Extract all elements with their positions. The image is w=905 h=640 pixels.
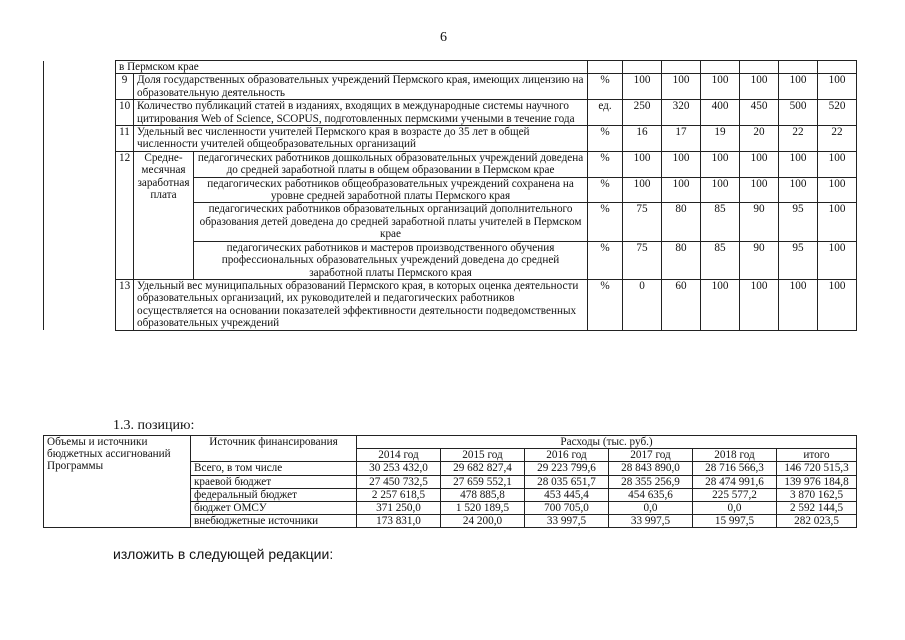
amount-cell: 225 577,2 bbox=[693, 488, 777, 501]
unit-cell: % bbox=[588, 151, 623, 177]
row-number: 13 bbox=[116, 279, 134, 330]
table-row bbox=[44, 61, 857, 74]
amount-cell: 29 223 799,6 bbox=[525, 462, 609, 475]
value-cell bbox=[818, 61, 857, 74]
source-cell: бюджет ОМСУ bbox=[191, 502, 357, 515]
value-cell: 100 bbox=[818, 151, 857, 177]
indicator-name: педагогических работников общеобразовательных учреждений сохранена на уровне средней заработной платы Пермского края bbox=[194, 177, 588, 203]
amount-cell: 282 023,5 bbox=[777, 515, 857, 528]
indicator-name: Удельный вес численности учителей Пермского края в возрасте до 35 лет в общей численности учителей общеобразовательных организаций bbox=[134, 126, 588, 152]
amount-cell: 27 450 732,5 bbox=[357, 475, 441, 488]
value-cell: 100 bbox=[818, 177, 857, 203]
value-cell: 75 bbox=[623, 203, 662, 241]
table-row bbox=[44, 151, 857, 177]
value-cell: 100 bbox=[740, 177, 779, 203]
value-cell: 60 bbox=[662, 279, 701, 330]
amount-cell: 478 885,8 bbox=[441, 488, 525, 501]
indicator-name: педагогических работников и мастеров производственного обучения профессиональных образовательных учреждений доведена до средней заработной платы Пермского края bbox=[194, 241, 588, 279]
row-number: 12 bbox=[116, 151, 134, 279]
value-cell: 250 bbox=[623, 100, 662, 126]
amount-cell: 0,0 bbox=[609, 502, 693, 515]
amount-cell: 453 445,4 bbox=[525, 488, 609, 501]
amount-cell: 33 997,5 bbox=[525, 515, 609, 528]
amount-cell: 29 682 827,4 bbox=[441, 462, 525, 475]
value-cell: 450 bbox=[740, 100, 779, 126]
value-cell: 100 bbox=[623, 177, 662, 203]
value-cell: 100 bbox=[701, 151, 740, 177]
indicator-name: педагогических работников дошкольных образовательных учреждений доведена до средней заработной платы в общем образовании в Пермском крае bbox=[194, 151, 588, 177]
blank-cell bbox=[44, 61, 116, 74]
value-cell: 19 bbox=[701, 126, 740, 152]
amount-cell: 2 592 144,5 bbox=[777, 502, 857, 515]
value-cell: 17 bbox=[662, 126, 701, 152]
value-cell: 500 bbox=[779, 100, 818, 126]
unit-cell: % bbox=[588, 177, 623, 203]
value-cell: 100 bbox=[662, 177, 701, 203]
value-cell bbox=[623, 61, 662, 74]
amount-cell: 33 997,5 bbox=[609, 515, 693, 528]
value-cell: 100 bbox=[779, 74, 818, 100]
header-row bbox=[44, 436, 857, 449]
source-cell: федеральный бюджет bbox=[191, 488, 357, 501]
year-header: 2015 год bbox=[441, 449, 525, 462]
value-cell: 80 bbox=[662, 241, 701, 279]
amount-cell: 700 705,0 bbox=[525, 502, 609, 515]
table-row bbox=[44, 74, 857, 100]
indicator-name: в Пермском крае bbox=[116, 61, 588, 74]
value-cell bbox=[701, 61, 740, 74]
amount-cell: 28 843 890,0 bbox=[609, 462, 693, 475]
amount-cell: 454 635,6 bbox=[609, 488, 693, 501]
value-cell: 95 bbox=[779, 203, 818, 241]
value-cell: 100 bbox=[818, 279, 857, 330]
value-cell: 75 bbox=[623, 241, 662, 279]
table-row bbox=[44, 100, 857, 126]
value-cell: 85 bbox=[701, 241, 740, 279]
value-cell: 22 bbox=[779, 126, 818, 152]
value-cell: 100 bbox=[740, 74, 779, 100]
value-cell: 100 bbox=[779, 279, 818, 330]
amount-cell: 28 035 651,7 bbox=[525, 475, 609, 488]
indicator-name: Количество публикаций статей в изданиях, входящих в международные системы научного цитирования Web of Science, SCOPUS, подготовленных пермскими учеными в течение года bbox=[134, 100, 588, 126]
unit-cell: % bbox=[588, 74, 623, 100]
row-number: 11 bbox=[116, 126, 134, 152]
source-cell: краевой бюджет bbox=[191, 475, 357, 488]
amount-cell: 28 716 566,3 bbox=[693, 462, 777, 475]
indicator-name: педагогических работников образовательных организаций дополнительного образования детей доведена до средней заработной платы учителей в Пермском крае bbox=[194, 203, 588, 241]
value-cell: 100 bbox=[701, 74, 740, 100]
amount-cell: 0,0 bbox=[693, 502, 777, 515]
value-cell: 320 bbox=[662, 100, 701, 126]
value-cell: 0 bbox=[623, 279, 662, 330]
amount-cell: 30 253 432,0 bbox=[357, 462, 441, 475]
year-header: 2014 год bbox=[357, 449, 441, 462]
value-cell bbox=[779, 61, 818, 74]
amount-cell: 28 474 991,6 bbox=[693, 475, 777, 488]
amount-cell: 146 720 515,3 bbox=[777, 462, 857, 475]
amount-cell: 2 257 618,5 bbox=[357, 488, 441, 501]
amount-cell: 139 976 184,8 bbox=[777, 475, 857, 488]
amount-cell: 371 250,0 bbox=[357, 502, 441, 515]
indicator-name: Доля государственных образовательных учреждений Пермского края, имеющих лицензию на образовательную деятельность bbox=[134, 74, 588, 100]
amount-cell: 1 520 189,5 bbox=[441, 502, 525, 515]
unit-cell: % bbox=[588, 126, 623, 152]
value-cell: 85 bbox=[701, 203, 740, 241]
table-row bbox=[44, 126, 857, 152]
value-cell: 90 bbox=[740, 203, 779, 241]
year-header: 2016 год bbox=[525, 449, 609, 462]
amount-cell: 173 831,0 bbox=[357, 515, 441, 528]
value-cell: 100 bbox=[701, 177, 740, 203]
unit-cell: % bbox=[588, 203, 623, 241]
value-cell: 100 bbox=[740, 151, 779, 177]
amount-cell: 28 355 256,9 bbox=[609, 475, 693, 488]
amount-cell: 15 997,5 bbox=[693, 515, 777, 528]
value-cell: 100 bbox=[623, 151, 662, 177]
amount-cell: 27 659 552,1 bbox=[441, 475, 525, 488]
value-cell: 100 bbox=[818, 74, 857, 100]
indicators-table bbox=[43, 60, 857, 331]
value-cell: 90 bbox=[740, 241, 779, 279]
blank-cell bbox=[44, 100, 116, 126]
row-number: 10 bbox=[116, 100, 134, 126]
value-cell: 100 bbox=[779, 151, 818, 177]
value-cell: 100 bbox=[818, 241, 857, 279]
value-cell: 80 bbox=[662, 203, 701, 241]
blank-cell bbox=[44, 74, 116, 100]
value-cell: 100 bbox=[818, 203, 857, 241]
source-cell: внебюджетные источники bbox=[191, 515, 357, 528]
blank-cell bbox=[44, 126, 116, 152]
value-cell: 95 bbox=[779, 241, 818, 279]
blank-cell bbox=[44, 151, 116, 279]
source-cell: Всего, в том числе bbox=[191, 462, 357, 475]
source-header: Источник финансирования bbox=[191, 436, 357, 462]
expenses-header: Расходы (тыс. руб.) bbox=[357, 436, 857, 449]
table-row bbox=[44, 279, 857, 330]
value-cell: 22 bbox=[818, 126, 857, 152]
value-cell: 400 bbox=[701, 100, 740, 126]
amount-cell: 24 200,0 bbox=[441, 515, 525, 528]
closing-text: изложить в следующей редакции: bbox=[113, 546, 334, 562]
value-cell: 16 bbox=[623, 126, 662, 152]
page-number: 6 bbox=[440, 30, 447, 45]
unit-cell: % bbox=[588, 241, 623, 279]
value-cell: 100 bbox=[740, 279, 779, 330]
indicator-name: Удельный вес муниципальных образований Пермского края, в которых оценка деятельности образовательных организаций, их руководителей и педагогических работников осуществляется на основании показателей эффективности деятельности подведомственных образовательных учреждений bbox=[134, 279, 588, 330]
section-heading: 1.3. позицию: bbox=[113, 418, 195, 433]
year-header: итого bbox=[777, 449, 857, 462]
unit-cell: % bbox=[588, 279, 623, 330]
value-cell: 100 bbox=[662, 151, 701, 177]
funding-table bbox=[43, 435, 857, 528]
unit-cell: ед. bbox=[588, 100, 623, 126]
value-cell: 100 bbox=[779, 177, 818, 203]
blank-cell bbox=[44, 279, 116, 330]
program-label: Объемы и источники бюджетных ассигнований Программы bbox=[44, 436, 191, 528]
value-cell: 20 bbox=[740, 126, 779, 152]
amount-cell: 3 870 162,5 bbox=[777, 488, 857, 501]
value-cell: 100 bbox=[701, 279, 740, 330]
value-cell: 520 bbox=[818, 100, 857, 126]
value-cell: 100 bbox=[662, 74, 701, 100]
row-number: 9 bbox=[116, 74, 134, 100]
year-header: 2017 год bbox=[609, 449, 693, 462]
salary-label: Средне-месячная заработная плата bbox=[134, 151, 194, 279]
value-cell: 100 bbox=[623, 74, 662, 100]
unit-cell bbox=[588, 61, 623, 74]
value-cell bbox=[740, 61, 779, 74]
year-header: 2018 год bbox=[693, 449, 777, 462]
value-cell bbox=[662, 61, 701, 74]
